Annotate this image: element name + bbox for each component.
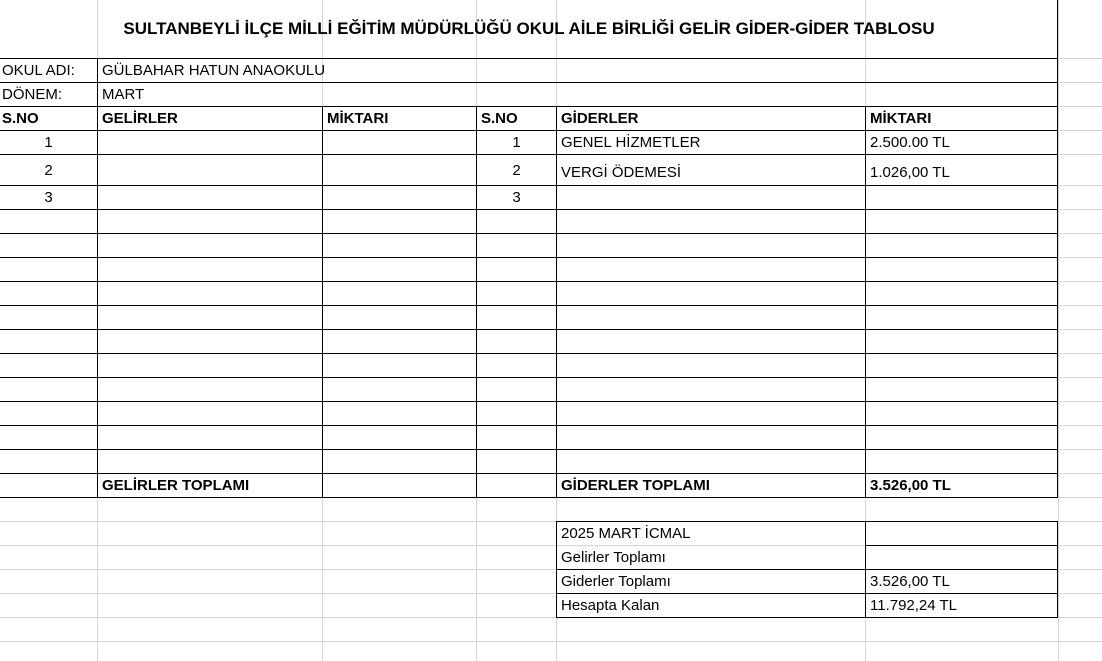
expense-name-cell[interactable] <box>557 186 865 209</box>
school-name-value[interactable]: GÜLBAHAR HATUN ANAOKULU <box>102 62 326 79</box>
income-row-number[interactable]: 1 <box>44 134 53 151</box>
period-label: DÖNEM: <box>2 86 62 103</box>
expense-amount-cell[interactable]: 1.026,00 TL <box>870 164 950 181</box>
summary-balance-value[interactable]: 11.792,24 TL <box>870 597 958 614</box>
summary-income-label: Gelirler Toplamı <box>561 549 666 566</box>
expense-name-cell[interactable]: VERGİ ÖDEMESİ <box>561 164 682 181</box>
header-income-amount: MİKTARI <box>327 110 389 127</box>
expense-row-number[interactable]: 3 <box>512 189 521 206</box>
header-expenses: GİDERLER <box>561 110 639 127</box>
header-sno-income: S.NO <box>2 110 39 127</box>
expense-row-number[interactable]: 1 <box>512 134 521 151</box>
period-value[interactable]: MART <box>102 86 145 103</box>
summary-expense-label: Giderler Toplamı <box>561 573 671 590</box>
income-row-number[interactable]: 3 <box>44 189 53 206</box>
income-row-number[interactable]: 2 <box>44 161 53 179</box>
expense-amount-cell[interactable] <box>866 186 1057 209</box>
page-title: SULTANBEYLİ İLÇE MİLLİ EĞİTİM MÜDÜRLÜĞÜ OKUL AİLE BİRLİĞİ GELİR GİDER-GİDER TABLOSU <box>123 19 935 38</box>
summary-income-value[interactable] <box>866 546 1057 569</box>
expense-name-cell[interactable]: GENEL HİZMETLER <box>561 134 701 151</box>
summary-heading: 2025 MART İCMAL <box>561 525 691 542</box>
expense-total-label: GİDERLER TOPLAMI <box>561 477 710 494</box>
summary-expense-value[interactable]: 3.526,00 TL <box>870 573 950 590</box>
header-sno-expense: S.NO <box>481 110 518 127</box>
expense-total-value[interactable]: 3.526,00 TL <box>870 477 951 494</box>
income-total-label: GELİRLER TOPLAMI <box>102 477 250 494</box>
header-expense-amount: MİKTARI <box>870 110 932 127</box>
summary-balance-label: Hesapta Kalan <box>561 597 660 614</box>
header-income: GELİRLER <box>102 110 178 127</box>
school-name-label: OKUL ADI: <box>2 62 75 79</box>
expense-row-number[interactable]: 2 <box>512 162 521 179</box>
expense-amount-cell[interactable]: 2.500.00 TL <box>870 134 950 151</box>
income-total-value[interactable] <box>323 474 476 497</box>
